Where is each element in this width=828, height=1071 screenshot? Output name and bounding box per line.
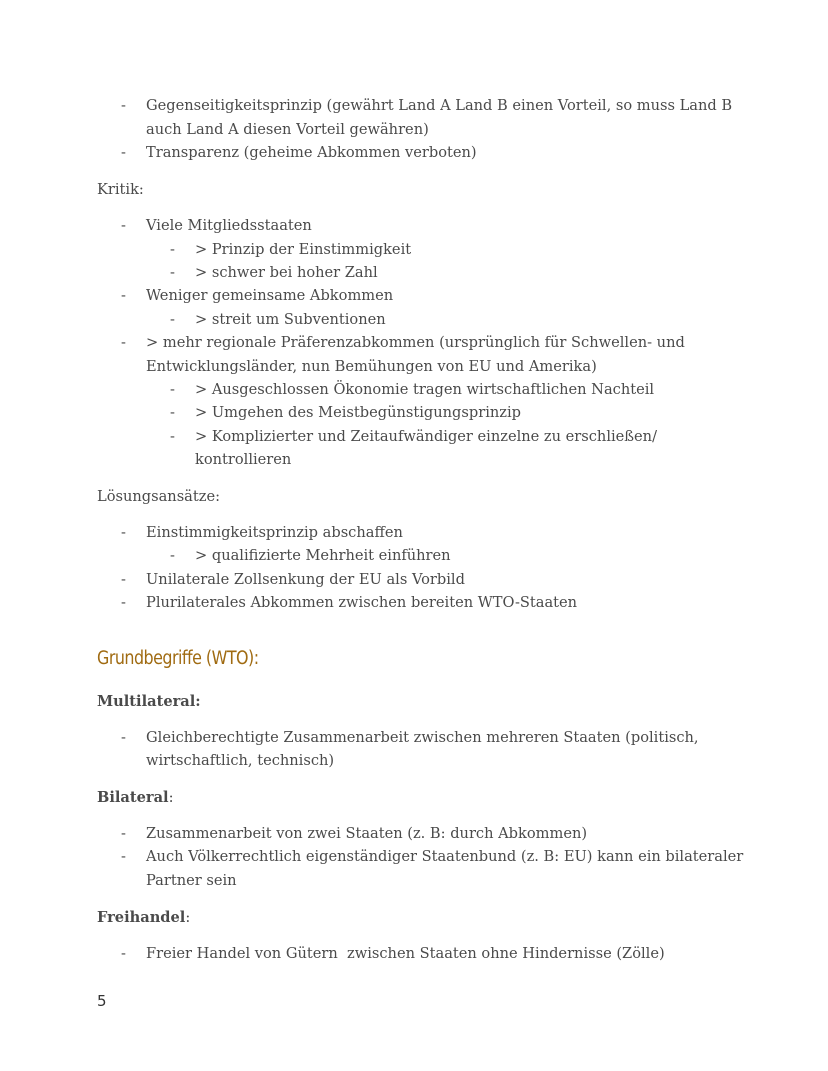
- list-item-text: Entwicklungsländer, nun Bemühungen von EU und Amerika): [146, 358, 597, 375]
- list-item-text: kontrollieren: [195, 451, 292, 468]
- list-item-text: Unilaterale Zollsenkung der EU als Vorbild: [146, 571, 465, 588]
- list-item-text: Transparenz (geheime Abkommen verboten): [146, 144, 477, 161]
- list-item-text: Gegenseitigkeitsprinzip (gewährt Land A Land B einen Vorteil, so muss Land B: [146, 97, 733, 114]
- list-dash: -: [121, 334, 126, 351]
- term-multilateral: Multilateral:: [97, 693, 201, 710]
- list-dash: -: [121, 524, 126, 541]
- list-item-text: Plurilaterales Abkommen zwischen bereiten WTO-Staaten: [146, 594, 578, 611]
- list-dash: -: [121, 848, 126, 865]
- list-item-text: > mehr regionale Präferenzabkommen (ursprünglich für Schwellen- und: [146, 334, 685, 351]
- list-item-text: Weniger gemeinsame Abkommen: [146, 287, 394, 304]
- loesungen-label: Lösungsansätze:: [97, 488, 220, 505]
- term-bilateral-row: [97, 786, 174, 809]
- list-item-text: > qualifizierte Mehrheit einführen: [195, 547, 451, 564]
- page-number: 5: [97, 992, 107, 1010]
- list-item-text: auch Land A diesen Vorteil gewähren): [146, 121, 429, 138]
- term-freihandel-row: [97, 906, 190, 929]
- list-dash: -: [121, 825, 126, 842]
- list-item-text: wirtschaftlich, technisch): [146, 752, 335, 769]
- list-dash: -: [170, 311, 175, 328]
- section-heading: Grundbegriffe (WTO):: [97, 648, 259, 669]
- term-freihandel: Freihandel: [97, 909, 186, 926]
- list-item-text: > Prinzip der Einstimmigkeit: [195, 241, 412, 258]
- list-dash: -: [121, 144, 126, 161]
- list-dash: -: [121, 571, 126, 588]
- list-dash: -: [121, 287, 126, 304]
- list-item-text: > streit um Subventionen: [195, 311, 386, 328]
- list-dash: -: [170, 381, 175, 398]
- term-bilateral: Bilateral: [97, 789, 169, 806]
- term-colon: :: [168, 789, 174, 806]
- list-dash: -: [121, 97, 126, 114]
- list-item-text: Zusammenarbeit von zwei Staaten (z. B: durch Abkommen): [146, 825, 588, 842]
- list-item-text: Freier Handel von Gütern zwischen Staaten ohne Hindernisse (Zölle): [146, 945, 665, 962]
- kritik-label: Kritik:: [97, 181, 144, 198]
- list-dash: -: [121, 729, 126, 746]
- list-item-text: > Komplizierter und Zeitaufwändiger einzelne zu erschließen/: [195, 428, 657, 445]
- list-dash: -: [170, 241, 175, 258]
- list-item-text: > Ausgeschlossen Ökonomie tragen wirtschaftlichen Nachteil: [195, 381, 655, 398]
- list-item-text: Auch Völkerrechtlich eigenständiger Staatenbund (z. B: EU) kann ein bilateraler: [146, 848, 744, 865]
- list-item-text: Einstimmigkeitsprinzip abschaffen: [146, 524, 403, 541]
- list-dash: -: [170, 404, 175, 421]
- list-item-text: Gleichberechtigte Zusammenarbeit zwischen mehreren Staaten (politisch,: [146, 729, 699, 746]
- list-item-text: > Umgehen des Meistbegünstigungsprinzip: [195, 404, 521, 421]
- list-item-text: Viele Mitgliedsstaaten: [146, 217, 312, 234]
- list-dash: -: [121, 217, 126, 234]
- term-colon: :: [185, 909, 191, 926]
- list-dash: -: [170, 547, 175, 564]
- list-dash: -: [170, 264, 175, 281]
- list-item-text: Partner sein: [146, 872, 237, 889]
- list-item-text: > schwer bei hoher Zahl: [195, 264, 378, 281]
- list-dash: -: [170, 428, 175, 445]
- list-dash: -: [121, 594, 126, 611]
- list-dash: -: [121, 945, 126, 962]
